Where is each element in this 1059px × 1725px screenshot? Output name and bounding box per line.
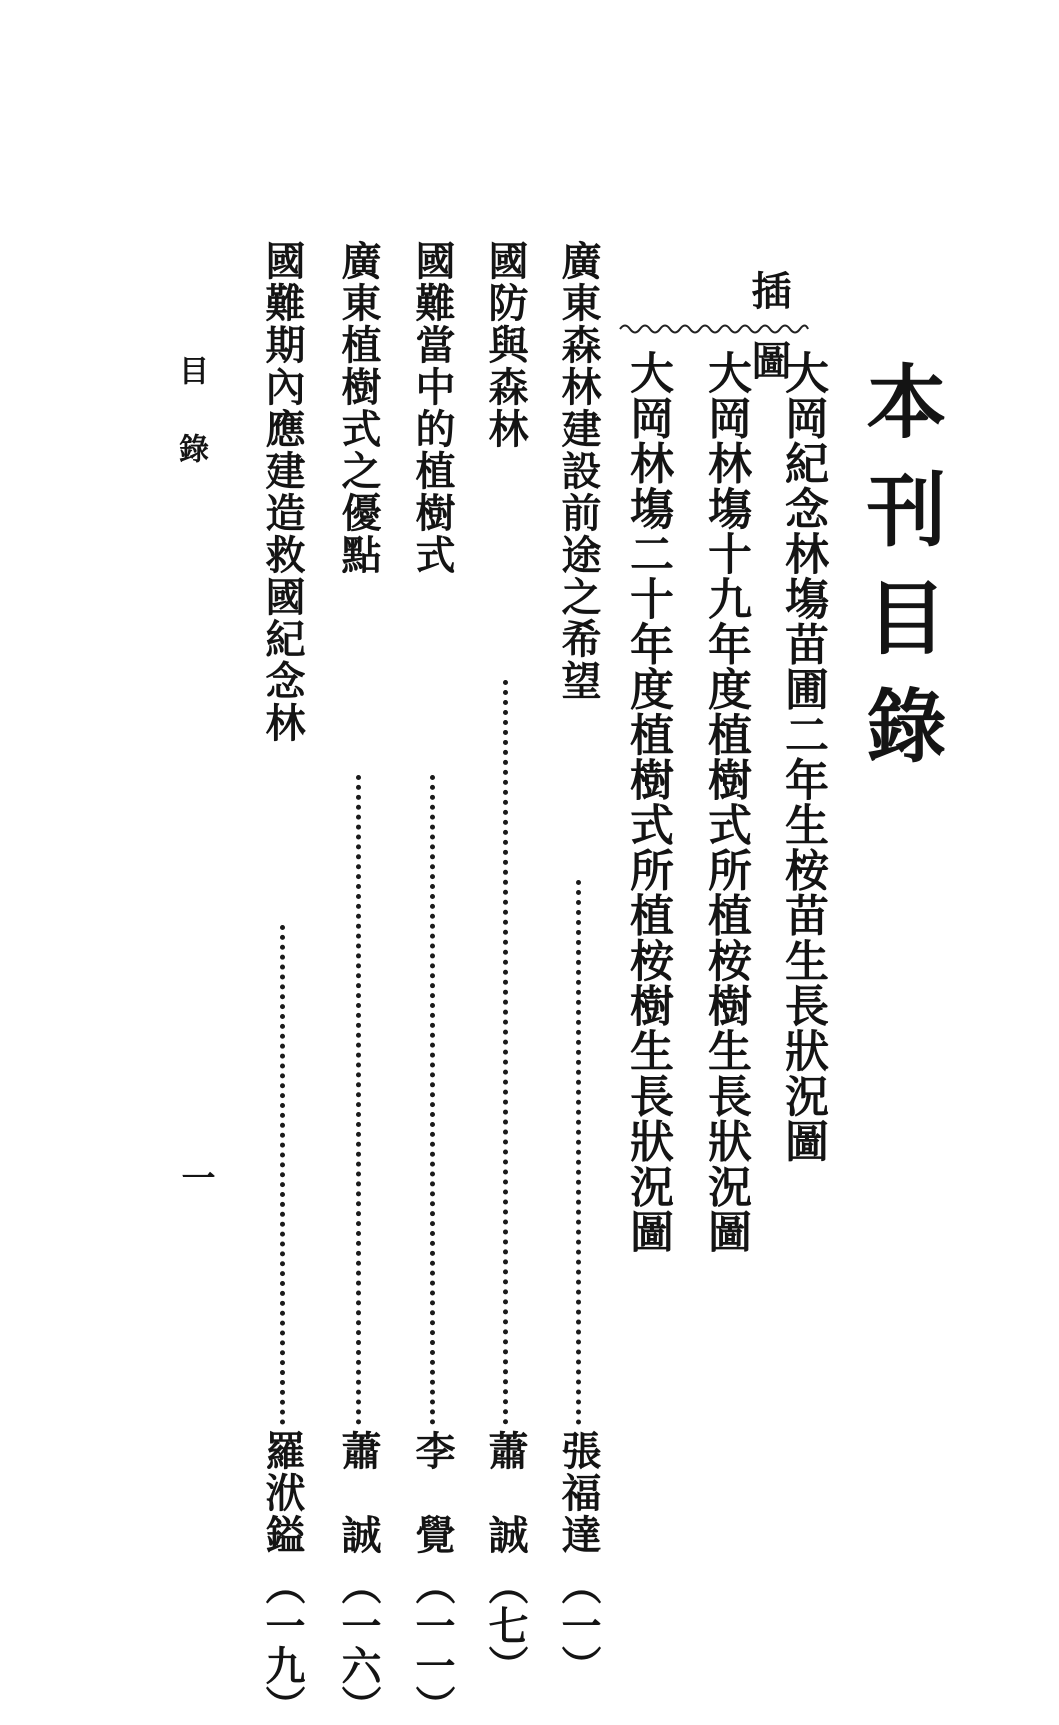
page-title: 本刊目錄 bbox=[853, 360, 947, 792]
toc-entry-title: 廣東森林建設前途之希望 bbox=[555, 240, 602, 702]
toc-entry-title: 國難當中的植樹式 bbox=[409, 240, 456, 576]
toc-entry-author: 羅洑鎰 bbox=[259, 1430, 306, 1556]
toc-entry-title: 國難期內應建造救國紀念林 bbox=[259, 240, 306, 744]
dotted-leader bbox=[503, 680, 508, 1425]
toc-entry-title: 國防與森林 bbox=[482, 240, 529, 450]
toc-entry-page: （一九） bbox=[259, 1565, 306, 1725]
toc-entry-title: 廣東植樹式之優點 bbox=[335, 240, 382, 576]
toc-entry-author: 李 覺 bbox=[409, 1430, 456, 1556]
illustrations-heading: 插圖 bbox=[745, 270, 792, 410]
toc-entry-page: （一一） bbox=[409, 1565, 456, 1725]
dotted-leader bbox=[280, 925, 285, 1425]
page-number: 一 bbox=[175, 1160, 215, 1194]
dotted-leader bbox=[356, 775, 361, 1425]
illustration-item: 大岡林塲二十年度植樹式所植桉樹生長狀況圖 bbox=[622, 350, 673, 1254]
toc-entry-author: 蕭 誠 bbox=[482, 1430, 529, 1556]
toc-entry-page: （一） bbox=[555, 1565, 602, 1685]
dotted-leader bbox=[430, 775, 435, 1425]
dotted-leader bbox=[576, 880, 581, 1425]
wavy-divider bbox=[620, 322, 808, 336]
illustration-item: 大岡林塲十九年度植樹式所植桉樹生長狀況圖 bbox=[700, 350, 751, 1254]
toc-entry-author: 張福達 bbox=[555, 1430, 602, 1556]
toc-entry-page: （一六） bbox=[335, 1565, 382, 1725]
illustration-item: 大岡紀念林塲苗圃二年生桉苗生長狀況圖 bbox=[777, 350, 828, 1164]
toc-entry-page: （七） bbox=[482, 1565, 529, 1685]
toc-entry-author: 蕭 誠 bbox=[335, 1430, 382, 1556]
running-header: 目錄 bbox=[173, 355, 208, 511]
